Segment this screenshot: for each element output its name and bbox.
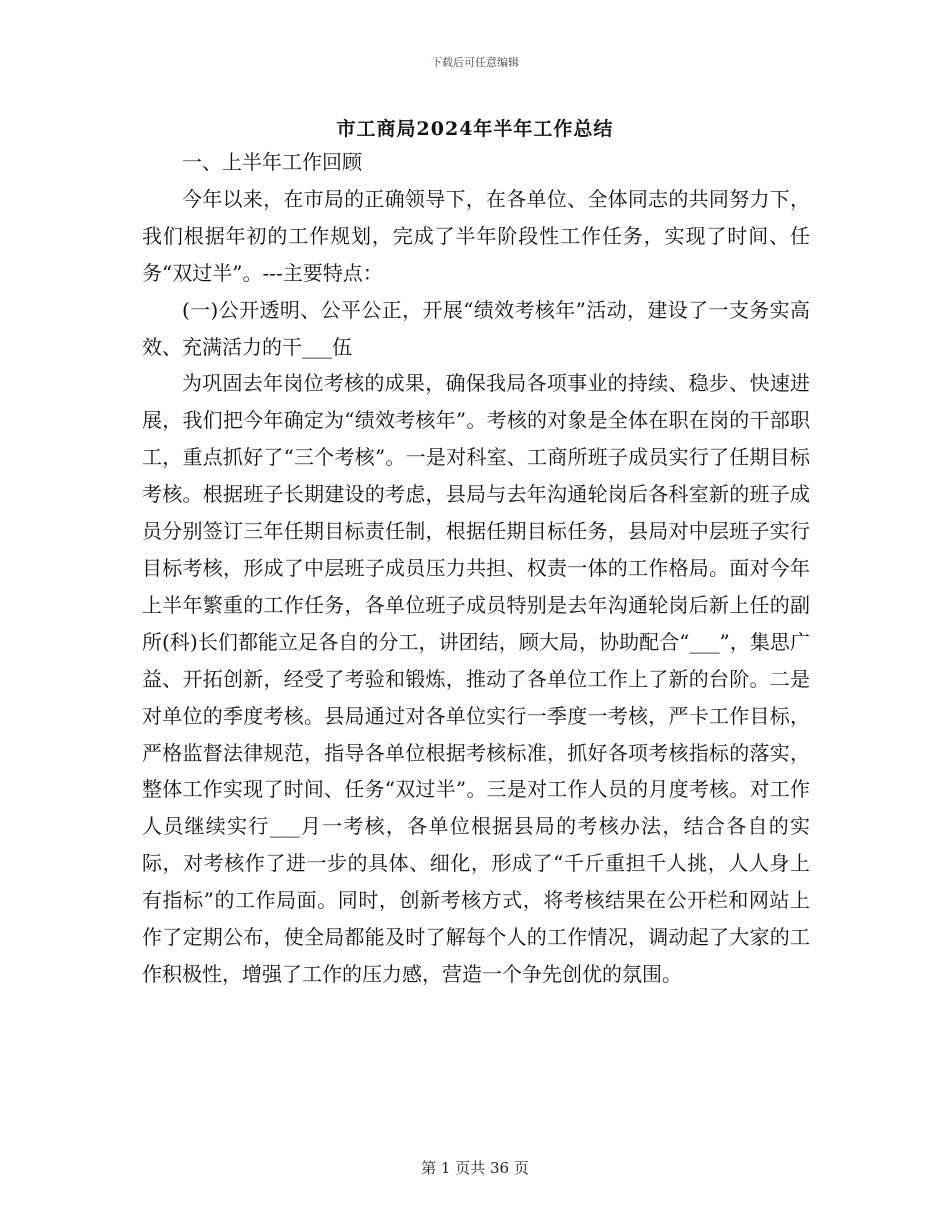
document-title: 市工商局2024年半年工作总结: [336, 118, 614, 140]
section-heading: 一、上半年工作回顾: [182, 150, 362, 174]
paragraph-assessment: 为巩固去年岗位考核的成果，确保我局各项事业的持续、稳步、快速进展，我们把今年确定为“绩效考核年”。考核的对象是全体在职在岗的干部职工，重点抓好了“三个考核”。一是对科室、工商所班子成员实行了任期目标考核。根据班子长期建设的考虑，县局与去年沟通轮岗后各科室新的班子成员分别签订三年任期目标责任制，根据任期目标任务，县局对中层班子实行目标考核，形成了中层班子成员压力共担、权责一体的工作格局。面对今年上半年繁重的工作任务，各单位班子成员特别是去年沟通轮岗后新上任的副所(科)长们都能立足各自的分工，讲团结，顾大局，协助配合“___”，集思广益、开拓创新，经受了考验和锻炼，推动了各单位工作上了新的台阶。二是对单位的季度考核。县局通过对各单位实行一季度一考核，严卡工作目标，严格监督法律规范，指导各单位根据考核标准，抓好各项考核指标的落实，整体工作实现了时间、任务“双过半”。三是对工作人员的月度考核。对工作人员继续实行___月一考核，各单位根据县局的考核办法，结合各自的实际，对考核作了进一步的具体、细化，形成了“千斤重担千人挑，人人身上有指标”的工作局面。同时，创新考核方式，将考核结果在公开栏和网站上作了定期公布，使全局都能及时了解每个人的工作情况，调动起了大家的工作积极性，增强了工作的压力感，营造一个争先创优的氛围。: [142, 371, 810, 986]
page-header-note: 下载后可任意编辑: [431, 56, 519, 69]
paragraph-intro: 今年以来，在市局的正确领导下，在各单位、全体同志的共同努力下，我们根据年初的工作规划，完成了半年阶段性工作任务，实现了时间、任务“双过半”。---主要特点：: [142, 186, 810, 285]
page-number: 第 1 页共 36 页: [421, 1159, 529, 1177]
subsection-heading: (一)公开透明、公平公正，开展“绩效考核年”活动，建设了一支务实高效、充满活力的干___伍: [142, 297, 810, 359]
document-body: [142, 144, 810, 993]
